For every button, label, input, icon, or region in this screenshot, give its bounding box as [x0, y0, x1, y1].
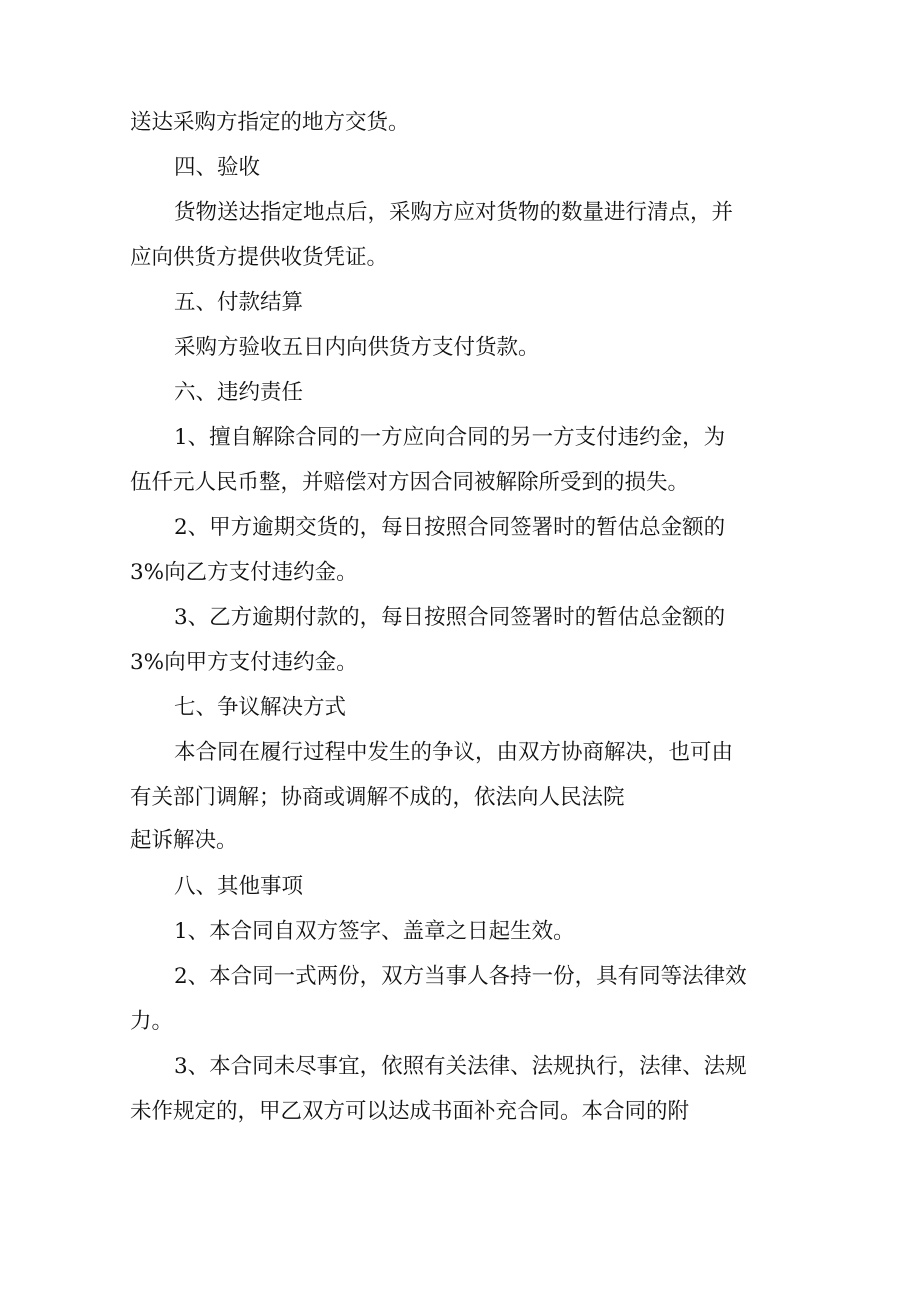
text-line: 1、擅自解除合同的一方应向合同的另一方支付违约金，为 [174, 425, 726, 450]
section-heading: 八、其他事项 [174, 874, 304, 899]
text-line: 本合同在履行过程中发生的争议，由双方协商解决，也可由 [174, 740, 734, 765]
text-line: 送达采购方指定的地方交货。 [130, 110, 410, 135]
text-line: 力。 [130, 1009, 174, 1034]
text-line: 采购方验收五日内向供货方支付货款。 [174, 335, 540, 360]
text-line: 应向供货方提供收货凭证。 [130, 245, 389, 270]
text-line: 未作规定的，甲乙双方可以达成书面补充合同。本合同的附 [130, 1099, 690, 1124]
text-line: 货物送达指定地点后，采购方应对货物的数量进行清点，并 [174, 200, 734, 225]
text-line: 伍仟元人民币整，并赔偿对方因合同被解除所受到的损失。 [130, 470, 690, 495]
text-line: 起诉解决。 [130, 828, 238, 853]
section-heading: 五、付款结算 [174, 290, 304, 315]
text-line: 3、本合同未尽事宜，依照有关法律、法规执行，法律、法规 [174, 1054, 747, 1079]
text-line: 3%向甲方支付违约金。 [130, 650, 358, 675]
section-heading: 六、违约责任 [174, 380, 304, 405]
text-line: 3、乙方逾期付款的，每日按照合同签署时的暂估总金额的 [174, 605, 726, 630]
text-line: 2、本合同一式两份，双方当事人各持一份，具有同等法律效 [174, 964, 747, 989]
text-line: 3%向乙方支付违约金。 [130, 560, 358, 585]
text-line: 2、甲方逾期交货的，每日按照合同签署时的暂估总金额的 [174, 515, 726, 540]
text-line: 有关部门调解；协商或调解不成的，依法向人民法院 [130, 785, 625, 810]
section-heading: 四、验收 [174, 155, 261, 180]
text-line: 1、本合同自双方签字、盖章之日起生效。 [174, 919, 575, 944]
section-heading: 七、争议解决方式 [174, 695, 347, 720]
